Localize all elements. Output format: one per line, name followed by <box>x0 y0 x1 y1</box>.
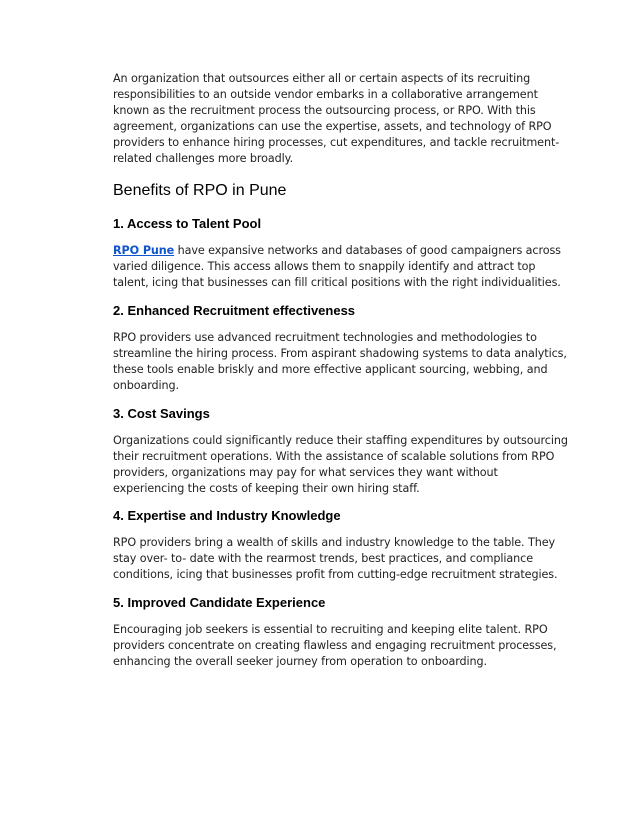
section-body-talent-pool <box>113 243 568 291</box>
section-heading-candidate-experience: 5. Improved Candidate Experience <box>113 595 326 611</box>
rpo-pune-link[interactable]: RPO Pune <box>113 244 175 258</box>
section-heading-cost-savings: 3. Cost Savings <box>113 405 210 421</box>
main-heading: Benefits of RPO in Pune <box>113 182 287 200</box>
section-body-cost-savings: Organizations could significantly reduce their staffing expenditures by outsourcing their recruitment operations. With the assistance of scalable solutions from RPO providers, organizations may pay for what services they want without experiencing the costs of keeping their own hiring staff. <box>113 433 568 495</box>
section-heading-expertise: 4. Expertise and Industry Knowledge <box>113 508 341 524</box>
section-body-text: have expansive networks and databases of good campaigners across varied diligence. This access allows them to snappily identify and attract top talent, icing that businesses can fill critical positions with the right individualities. <box>113 244 561 290</box>
intro-paragraph: An organization that outsources either all or certain aspects of its recruiting responsibilities to an outside vendor embarks in a collaborative arrangement known as the recruitment process the outsourcing process, or RPO. With this agreement, organizations can use the expertise, assets, and technology of RPO providers to enhance hiring processes, cut expenditures, and tackle recruitment-related challenges more broadly. <box>113 72 560 165</box>
section-body-candidate-experience: Encouraging job seekers is essential to recruiting and keeping elite talent. RPO providers concentrate on creating flawless and engaging recruitment processes, enhancing the overall seeker journey from operation to onboarding. <box>113 623 557 668</box>
section-heading-recruitment-effectiveness: 2. Enhanced Recruitment effectiveness <box>113 303 356 319</box>
section-body-expertise: RPO providers bring a wealth of skills and industry knowledge to the table. They stay over- to- date with the rearmost trends, best practices, and compliance conditions, icing that businesses profit from cutting-edge recruitment strategies. <box>113 536 558 582</box>
document-page <box>113 71 568 670</box>
section-body-recruitment-effectiveness: RPO providers use advanced recruitment technologies and methodologies to streamline the hiring process. From aspirant shadowing systems to data analytics, these tools enable briskly and more effective applicant sourcing, webbing, and onboarding. <box>113 331 567 392</box>
section-heading-talent-pool: 1. Access to Talent Pool <box>113 216 262 232</box>
